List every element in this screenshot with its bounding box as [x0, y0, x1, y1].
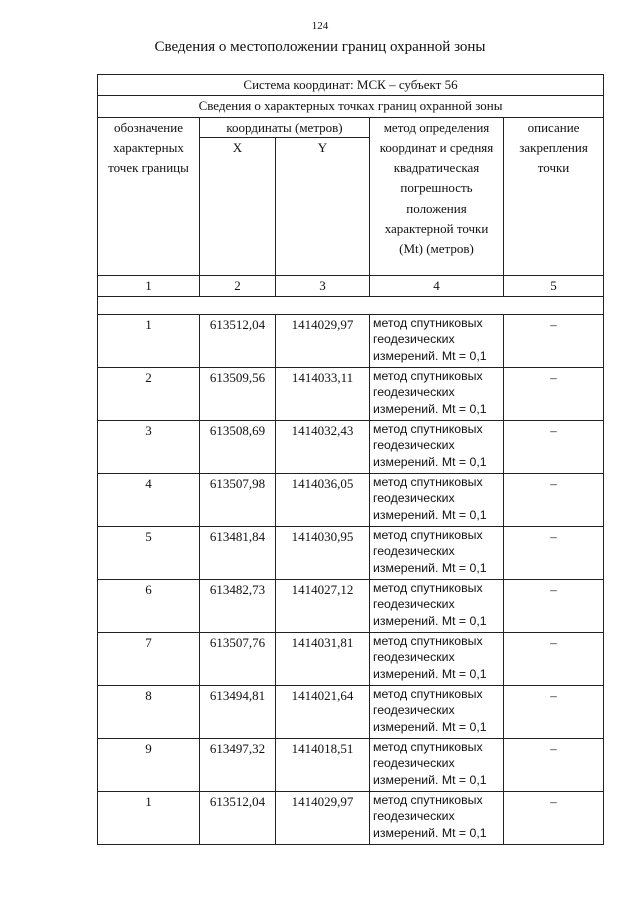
y-coordinate-cell: 1414029,97	[276, 314, 370, 367]
table-row	[98, 526, 604, 579]
point-cell: 1	[98, 791, 200, 844]
method-cell: метод спутниковых геодезических измерений. Mt = 0,1	[370, 791, 504, 844]
point-cell: 4	[98, 473, 200, 526]
description-cell: –	[504, 420, 604, 473]
y-coordinate-cell: 1414018,51	[276, 738, 370, 791]
data-rows	[98, 314, 604, 844]
point-cell: 3	[98, 420, 200, 473]
description-cell: –	[504, 314, 604, 367]
method-cell: метод спутниковых геодезических измерений. Mt = 0,1	[370, 632, 504, 685]
method-cell: метод спутниковых геодезических измерений. Mt = 0,1	[370, 367, 504, 420]
column-number-2: 2	[200, 275, 276, 296]
description-cell: –	[504, 791, 604, 844]
table-row	[98, 367, 604, 420]
table-row	[98, 738, 604, 791]
y-coordinate-cell: 1414030,95	[276, 526, 370, 579]
column-number-1: 1	[98, 275, 200, 296]
column-number-3: 3	[276, 275, 370, 296]
point-cell: 5	[98, 526, 200, 579]
point-cell: 1	[98, 314, 200, 367]
header-coordinates: координаты (метров)	[200, 117, 370, 137]
method-cell: метод спутниковых геодезических измерений. Mt = 0,1	[370, 685, 504, 738]
method-cell: метод спутниковых геодезических измерений. Mt = 0,1	[370, 579, 504, 632]
coordinate-system-cell: Система координат: МСК – субъект 56	[98, 75, 604, 96]
table-row	[98, 632, 604, 685]
method-cell: метод спутниковых геодезических измерений. Mt = 0,1	[370, 314, 504, 367]
boundary-points-table	[97, 74, 604, 845]
table-row	[98, 420, 604, 473]
description-cell: –	[504, 579, 604, 632]
x-coordinate-cell: 613497,32	[200, 738, 276, 791]
section-title-cell: Сведения о характерных точках границ охранной зоны	[98, 96, 604, 117]
description-cell: –	[504, 526, 604, 579]
y-coordinate-cell: 1414029,97	[276, 791, 370, 844]
method-cell: метод спутниковых геодезических измерений. Mt = 0,1	[370, 473, 504, 526]
x-coordinate-cell: 613482,73	[200, 579, 276, 632]
header-description: описание закрепления точки	[504, 117, 604, 275]
point-cell: 2	[98, 367, 200, 420]
x-coordinate-cell: 613508,69	[200, 420, 276, 473]
spacer-row	[98, 296, 604, 314]
table-row	[98, 314, 604, 367]
x-coordinate-cell: 613512,04	[200, 791, 276, 844]
column-number-4: 4	[370, 275, 504, 296]
y-coordinate-cell: 1414032,43	[276, 420, 370, 473]
column-number-5: 5	[504, 275, 604, 296]
header-x: X	[200, 137, 276, 275]
method-cell: метод спутниковых геодезических измерений. Mt = 0,1	[370, 526, 504, 579]
x-coordinate-cell: 613494,81	[200, 685, 276, 738]
description-cell: –	[504, 473, 604, 526]
y-coordinate-cell: 1414036,05	[276, 473, 370, 526]
table-row	[98, 473, 604, 526]
point-cell: 6	[98, 579, 200, 632]
method-cell: метод спутниковых геодезических измерений. Mt = 0,1	[370, 420, 504, 473]
header-method: метод определения координат и средняя квадратическая погрешность положения характерной точки (Mt) (метров)	[370, 117, 504, 275]
method-cell: метод спутниковых геодезических измерений. Mt = 0,1	[370, 738, 504, 791]
page-title: Сведения о местоположении границ охранной зоны	[154, 39, 486, 55]
header-point-designation: обозначение характерных точек границы	[98, 117, 200, 275]
description-cell: –	[504, 367, 604, 420]
x-coordinate-cell: 613507,98	[200, 473, 276, 526]
y-coordinate-cell: 1414021,64	[276, 685, 370, 738]
table-row	[98, 579, 604, 632]
x-coordinate-cell: 613481,84	[200, 526, 276, 579]
description-cell: –	[504, 685, 604, 738]
x-coordinate-cell: 613512,04	[200, 314, 276, 367]
table-row	[98, 685, 604, 738]
page-number: 124	[311, 20, 329, 32]
x-coordinate-cell: 613507,76	[200, 632, 276, 685]
description-cell: –	[504, 632, 604, 685]
header-y: Y	[276, 137, 370, 275]
x-coordinate-cell: 613509,56	[200, 367, 276, 420]
point-cell: 9	[98, 738, 200, 791]
spacer-cell	[98, 296, 604, 314]
y-coordinate-cell: 1414027,12	[276, 579, 370, 632]
y-coordinate-cell: 1414033,11	[276, 367, 370, 420]
y-coordinate-cell: 1414031,81	[276, 632, 370, 685]
point-cell: 8	[98, 685, 200, 738]
table-row	[98, 791, 604, 844]
point-cell: 7	[98, 632, 200, 685]
description-cell: –	[504, 738, 604, 791]
